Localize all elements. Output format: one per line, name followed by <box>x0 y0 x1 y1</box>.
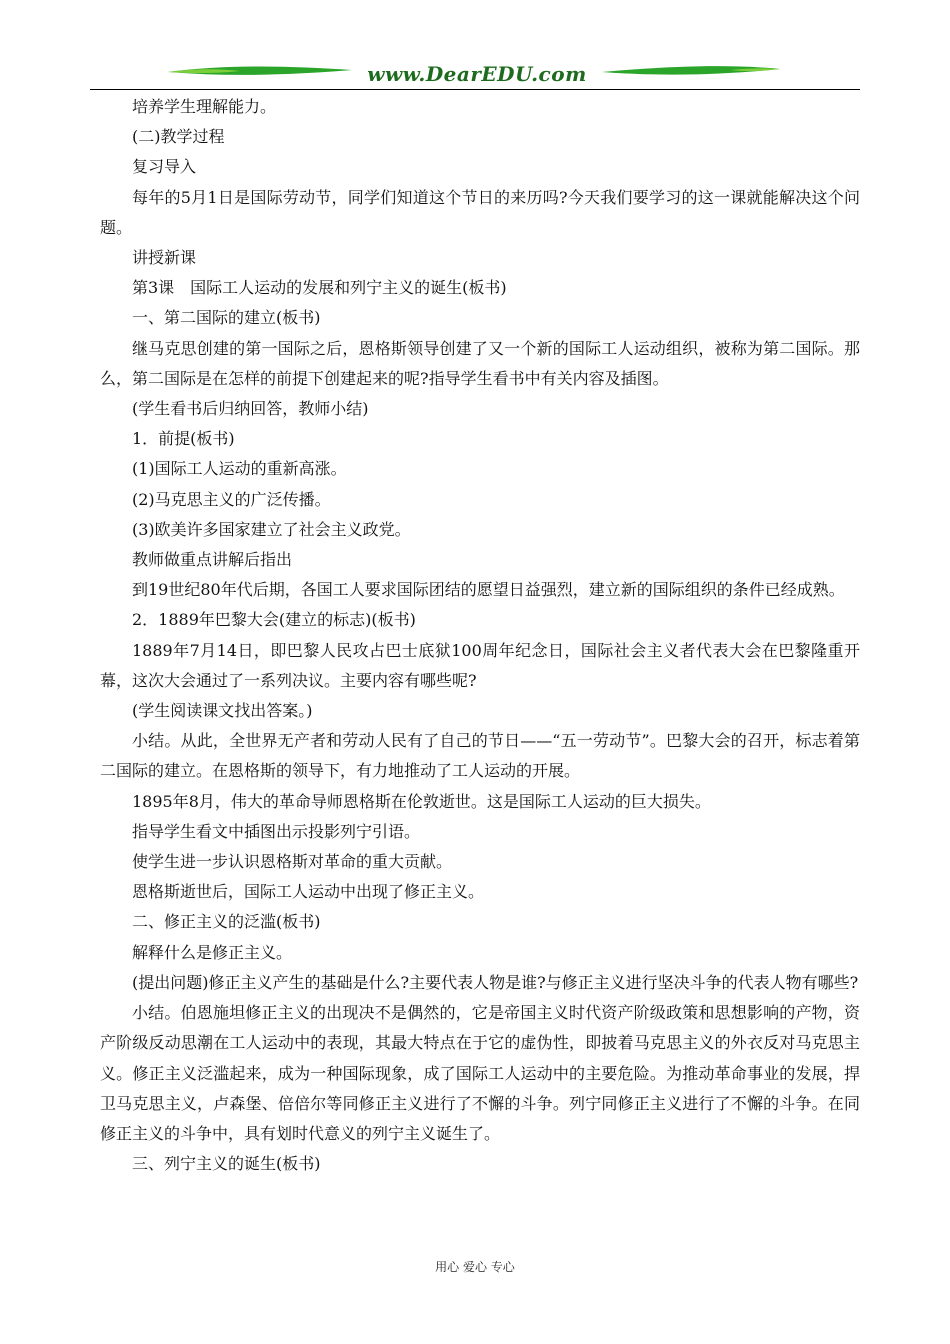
paragraph: 教师做重点讲解后指出 <box>132 550 293 570</box>
paragraph: 复习导入 <box>132 157 197 177</box>
document-body <box>100 92 860 1179</box>
paragraph: (3)欧美许多国家建立了社会主义政党。 <box>132 519 411 539</box>
page-header <box>90 58 860 90</box>
paragraph: 指导学生看文中插图出示投影列宁引语。 <box>132 821 421 841</box>
paragraph: 1．前提(板书) <box>132 429 235 449</box>
paragraph: 三、列宁主义的诞生(板书) <box>132 1154 321 1174</box>
paragraph: (学生阅读课文找出答案。) <box>132 701 313 721</box>
paragraph: 一、第二国际的建立(板书) <box>132 308 321 328</box>
paragraph: 二、修正主义的泛滥(板书) <box>132 912 321 932</box>
paragraph: 使学生进一步认识恩格斯对革命的重大贡献。 <box>132 852 453 872</box>
paragraph: (学生看书后归纳回答，教师小结) <box>132 399 369 419</box>
paragraph: 恩格斯逝世后，国际工人运动中出现了修正主义。 <box>132 882 485 902</box>
paragraph: 2．1889年巴黎大会(建立的标志)(板书) <box>132 610 416 630</box>
paragraph: (提出问题)修正主义产生的基础是什么?主要代表人物是谁?与修正主义进行坚决斗争的代表人物有哪些? <box>132 972 859 992</box>
paragraph: 讲授新课 <box>132 248 197 268</box>
page-footer: 用心 爱心 专心 <box>435 1260 515 1274</box>
paragraph: 1895年8月，伟大的革命导师恩格斯在伦敦逝世。这是国际工人运动的巨大损失。 <box>132 791 711 811</box>
paragraph: 小结。伯恩施坦修正主义的出现决不是偶然的，它是帝国主义时代资产阶级政策和思想影响的产物，资产阶级反动思潮在工人运动中的表现，其最大特点在于它的虚伪性，即披着马克思主义的外衣反对马克思主义。修正主义泛滥起来，成为一种国际现象，成了国际工人运动中的主要危险。为推动革命事业的发展，捍卫马克思主义，卢森堡、倍倍尔等同修正主义进行了不懈的斗争。列宁同修正主义进行了不懈的斗争。在同修正主义的斗争中，具有划时代意义的列宁主义诞生了。 <box>100 1003 860 1143</box>
paragraph: 第3课 国际工人运动的发展和列宁主义的诞生(板书) <box>132 278 507 298</box>
paragraph: 培养学生理解能力。 <box>132 97 277 116</box>
paragraph: (2)马克思主义的广泛传播。 <box>132 489 331 509</box>
paragraph: 继马克思创建的第一国际之后，恩格斯领导创建了又一个新的国际工人运动组织，被称为第二国际。那么，第二国际是在怎样的前提下创建起来的呢?指导学生看书中有关内容及插图。 <box>100 338 860 388</box>
paragraph: 1889年7月14日，即巴黎人民攻占巴士底狱100周年纪念日，国际社会主义者代表大会在巴黎隆重开幕，这次大会通过了一系列决议。主要内容有哪些呢? <box>100 640 860 690</box>
paragraph: 每年的5月1日是国际劳动节，同学们知道这个节日的来历吗?今天我们要学习的这一课就能解决这个问题。 <box>100 187 860 237</box>
paragraph: 到19世纪80年代后期，各国工人要求国际团结的愿望日益强烈，建立新的国际组织的条件已经成熟。 <box>132 580 845 600</box>
site-logo-text: www.DearEDU.com <box>367 62 587 86</box>
paragraph: (二)教学过程 <box>132 127 225 147</box>
paragraph: 小结。从此，全世界无产者和劳动人民有了自己的节日——“五一劳动节”。巴黎大会的召开，标志着第二国际的建立。在恩格斯的领导下，有力地推动了工人运动的开展。 <box>100 731 860 781</box>
paragraph: 解释什么是修正主义。 <box>132 942 293 962</box>
header-divider <box>90 89 860 90</box>
paragraph: (1)国际工人运动的重新高涨。 <box>132 459 347 479</box>
